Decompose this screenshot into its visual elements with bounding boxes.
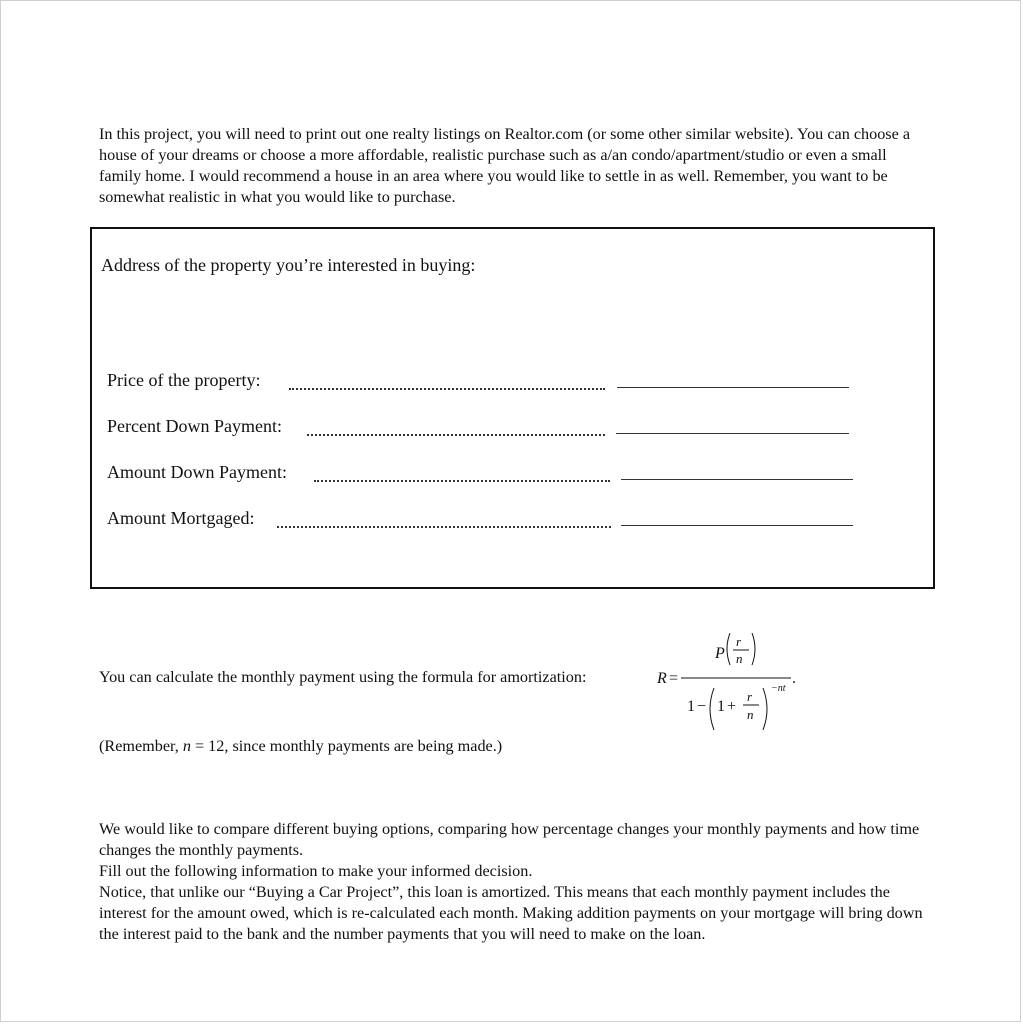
denominator-minus: − xyxy=(697,698,707,715)
percent-down-label: Percent Down Payment: xyxy=(107,416,282,436)
numerator-n: n xyxy=(736,651,743,666)
inner-plus: + xyxy=(727,698,737,715)
outer-right-paren xyxy=(763,688,767,730)
formula-intro: You can calculate the monthly payment using the formula for amortization: xyxy=(99,668,587,686)
formula-R: R xyxy=(657,670,667,687)
leader-dots xyxy=(307,432,605,436)
numerator-r: r xyxy=(736,634,742,649)
amount-down-blank[interactable] xyxy=(621,479,853,480)
remember-prefix: (Remember, xyxy=(99,737,183,755)
compare-line-1: We would like to compare different buying options, comparing how percentage changes your monthly payments and how time changes the monthly payments. xyxy=(99,820,920,859)
inner-n: n xyxy=(747,707,754,722)
leader-dots xyxy=(277,524,611,528)
compare-line-2: Fill out the following information to make your informed decision. xyxy=(99,862,533,880)
mortgaged-blank[interactable] xyxy=(621,525,853,526)
remember-suffix: = 12, since monthly payments are being made.) xyxy=(190,737,503,755)
denominator-one: 1 xyxy=(687,698,695,715)
inner-one: 1 xyxy=(717,698,725,715)
comparison-instructions xyxy=(99,819,929,945)
mortgaged-label: Amount Mortgaged: xyxy=(107,508,255,528)
remember-variable: n xyxy=(182,737,191,755)
outer-left-paren xyxy=(710,688,714,730)
formula-equals: = xyxy=(669,670,679,687)
intro-paragraph: In this project, you will need to print out one realty listings on Realtor.com (or some other similar website). You can choose a house of your dreams or choose a more affordable, realistic purchase such as a/an condo/apartment/studio or even a small family home. I would recommend a house in an area where you would like to settle in as well. Remember, you want to be somewhat realistic in what you would like to purchase. xyxy=(99,125,911,206)
percent-down-blank[interactable] xyxy=(616,433,849,434)
numerator-right-paren xyxy=(752,633,755,665)
exponent: −nt xyxy=(771,683,786,694)
amortization-formula xyxy=(657,629,797,735)
formula-period: . xyxy=(792,670,796,687)
property-info-box xyxy=(90,227,935,589)
amount-down-label: Amount Down Payment: xyxy=(107,462,287,482)
price-blank[interactable] xyxy=(617,387,849,388)
price-label: Price of the property: xyxy=(107,370,261,390)
inner-r: r xyxy=(747,689,753,704)
numerator-left-paren xyxy=(727,633,730,665)
remember-note xyxy=(99,736,502,757)
leader-dots xyxy=(289,386,605,390)
numerator-P: P xyxy=(715,645,725,662)
address-label: Address of the property you’re interested in buying: xyxy=(101,255,476,275)
compare-line-3: Notice, that unlike our “Buying a Car Project”, this loan is amortized. This means that each monthly payment includes the interest for the amount owed, which is re-calculated each month. Making addition payments on your mortgage will bring down the interest paid to the bank and the number payments that you will need to make on the loan. xyxy=(99,883,923,943)
leader-dots xyxy=(314,478,610,482)
